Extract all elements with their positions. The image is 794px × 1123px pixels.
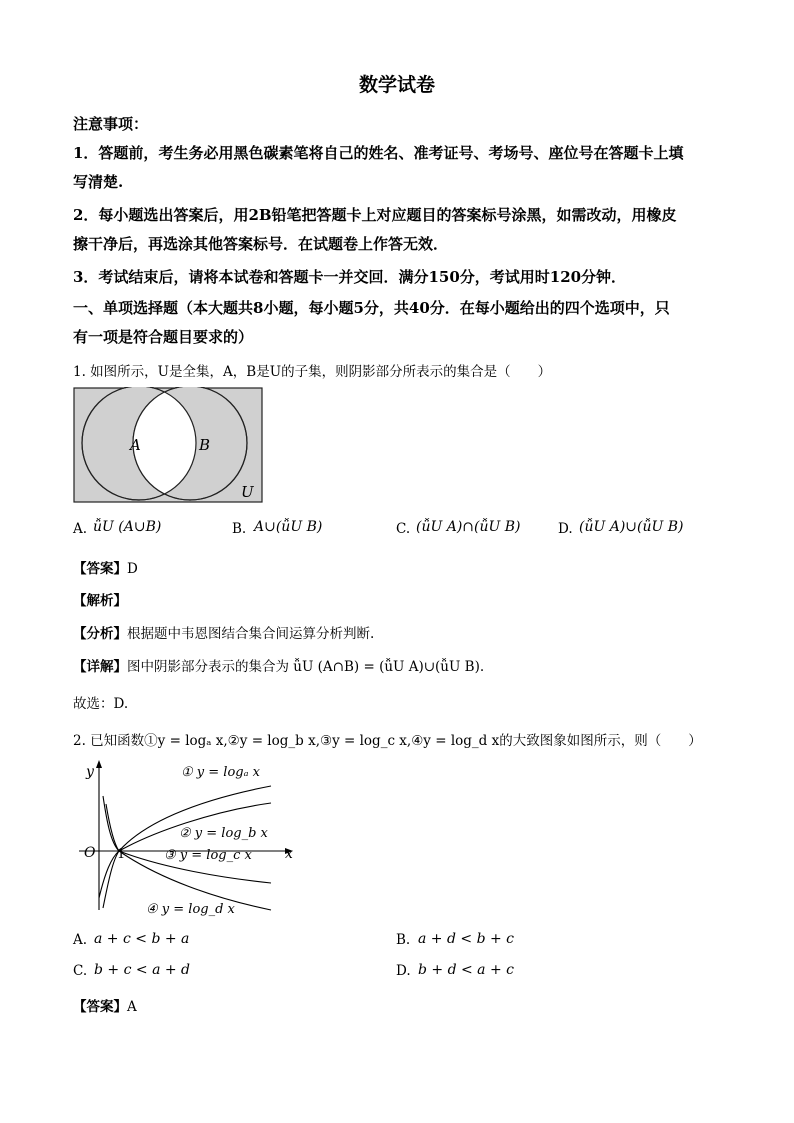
notice-item-1-line-2: 写清楚.: [73, 173, 124, 191]
unit-tick-label: 1: [117, 847, 126, 862]
q2-option-b-letter: B.: [396, 932, 411, 948]
q2-option-c-letter: C.: [73, 963, 88, 979]
venn-label-a: A: [130, 436, 141, 454]
curve-1: [103, 786, 271, 851]
log-function-graph: [73, 758, 298, 918]
curve-4-label: ④ y = log_d x: [146, 902, 235, 917]
q1-option-c-expr: (ǚU A)∩(ǚU B): [416, 519, 521, 535]
q2-option-d-letter: D.: [396, 963, 411, 979]
q2-option-b-expr: a + d < b + c: [418, 931, 515, 947]
q2-option-a-expr: a + c < b + a: [94, 931, 190, 947]
venn-diagram: [73, 387, 263, 505]
venn-label-u: U: [241, 483, 254, 501]
q1-fenxi-tag: 【分析】: [73, 626, 127, 642]
q1-option-a-letter: A.: [73, 521, 88, 537]
q1-conclusion: 故选：D.: [73, 696, 129, 712]
section-heading-line-2: 有一项是符合题目要求的）: [73, 328, 254, 346]
q1-fenxi-text: 根据题中韦恩图结合集合间运算分析判断.: [127, 626, 375, 642]
curve-1-label: ① y = logₐ x: [181, 765, 260, 780]
y-axis-arrow: [96, 760, 102, 768]
q1-answer-value: D: [127, 561, 138, 577]
page-title: 数学试卷: [358, 74, 435, 96]
notice-item-1-line-1: 1．答题前，考生务必用黑色碳素笔将自己的姓名、准考证号、考场号、座位号在答题卡上填: [73, 144, 684, 162]
q1-option-d-expr: (ǚU A)∪(ǚU B): [579, 519, 684, 535]
q1-option-a-expr: ǚU (A∪B): [93, 519, 162, 535]
q2-answer-value: A: [127, 999, 137, 1015]
q2-option-a-letter: A.: [73, 932, 88, 948]
q1-answer-tag: 【答案】: [73, 561, 127, 577]
notice-heading: 注意事项：: [73, 115, 149, 133]
origin-label: O: [84, 845, 96, 861]
question-2-stem: 2. 已知函数①y = logₐ x,②y = log_b x,③y = log_c x,④y = log_d x的大致图象如图所示，则（ ）: [73, 733, 702, 749]
y-axis-label: y: [86, 764, 94, 780]
notice-item-3: 3．考试结束后，请将本试卷和答题卡一并交回．满分150分，考试用时120分钟．: [73, 268, 627, 286]
q1-option-b-expr: A∪(ǚU B): [254, 519, 323, 535]
q1-xiangjie-text: 图中阴影部分表示的集合为 ǚU (A∩B) = (ǚU A)∪(ǚU B).: [127, 659, 485, 675]
section-heading-line-1: 一、单项选择题（本大题共8小题，每小题5分，共40分．在每小题给出的四个选项中，只: [73, 299, 670, 317]
q1-xiangjie-tag: 【详解】: [73, 659, 127, 675]
q1-option-c-letter: C.: [396, 521, 411, 537]
notice-item-2-line-2: 擦干净后，再选涂其他答案标号．在试题卷上作答无效．: [73, 235, 449, 253]
curve-2-label: ② y = log_b x: [179, 826, 268, 841]
q1-analysis-tag: 【解析】: [73, 593, 127, 609]
notice-item-2-line-1: 2．每小题选出答案后，用2B铅笔把答题卡上对应题目的答案标号涂黑，如需改动，用橡皮: [73, 206, 677, 224]
q2-answer-tag: 【答案】: [73, 999, 127, 1015]
question-1-stem: 1. 如图所示，U是全集，A，B是U的子集，则阴影部分所表示的集合是（ ）: [73, 364, 552, 380]
q1-option-b-letter: B.: [232, 521, 247, 537]
q1-option-d-letter: D.: [558, 521, 573, 537]
q2-option-d-expr: b + d < a + c: [418, 962, 515, 978]
q2-option-c-expr: b + c < a + d: [94, 962, 191, 978]
x-axis-label: x: [285, 846, 293, 862]
venn-label-b: B: [199, 436, 211, 454]
curve-3-label: ③ y = log_c x: [164, 848, 252, 863]
